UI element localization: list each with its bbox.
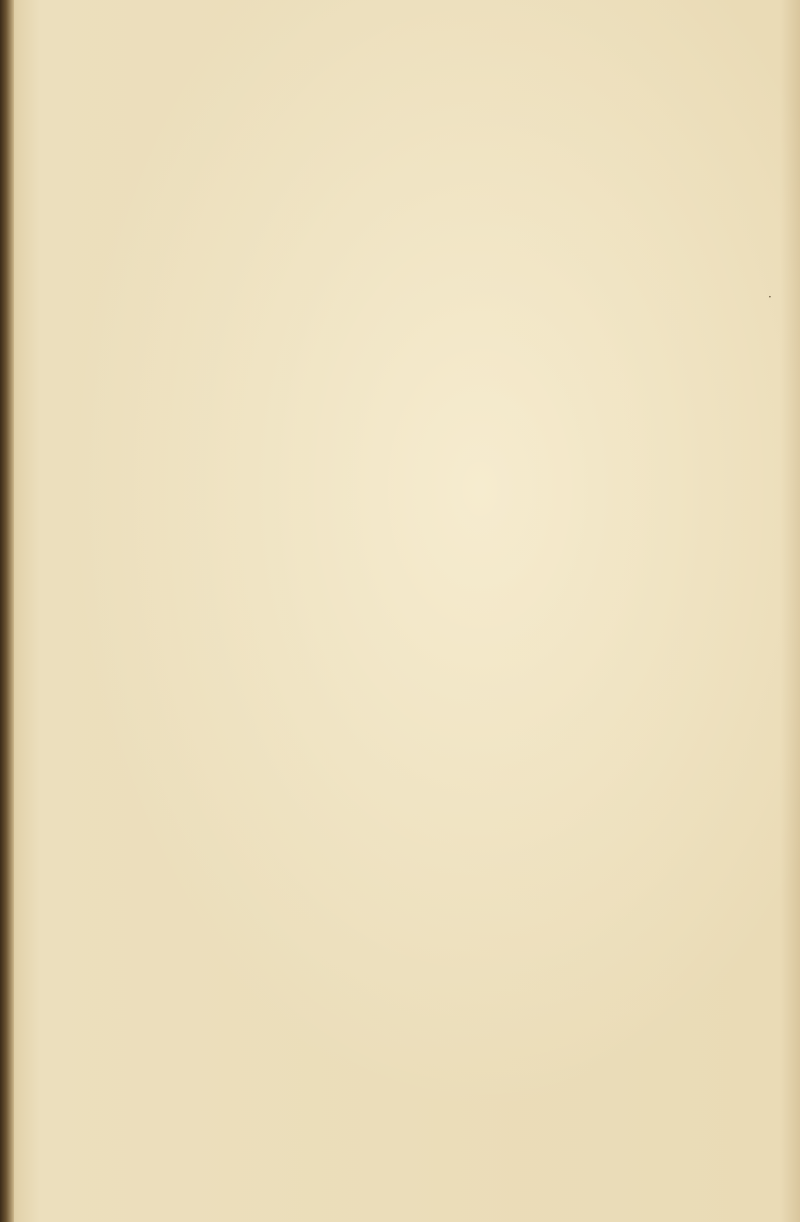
stray-ink-mark: ·	[768, 290, 772, 304]
binding-gutter	[0, 0, 14, 1222]
